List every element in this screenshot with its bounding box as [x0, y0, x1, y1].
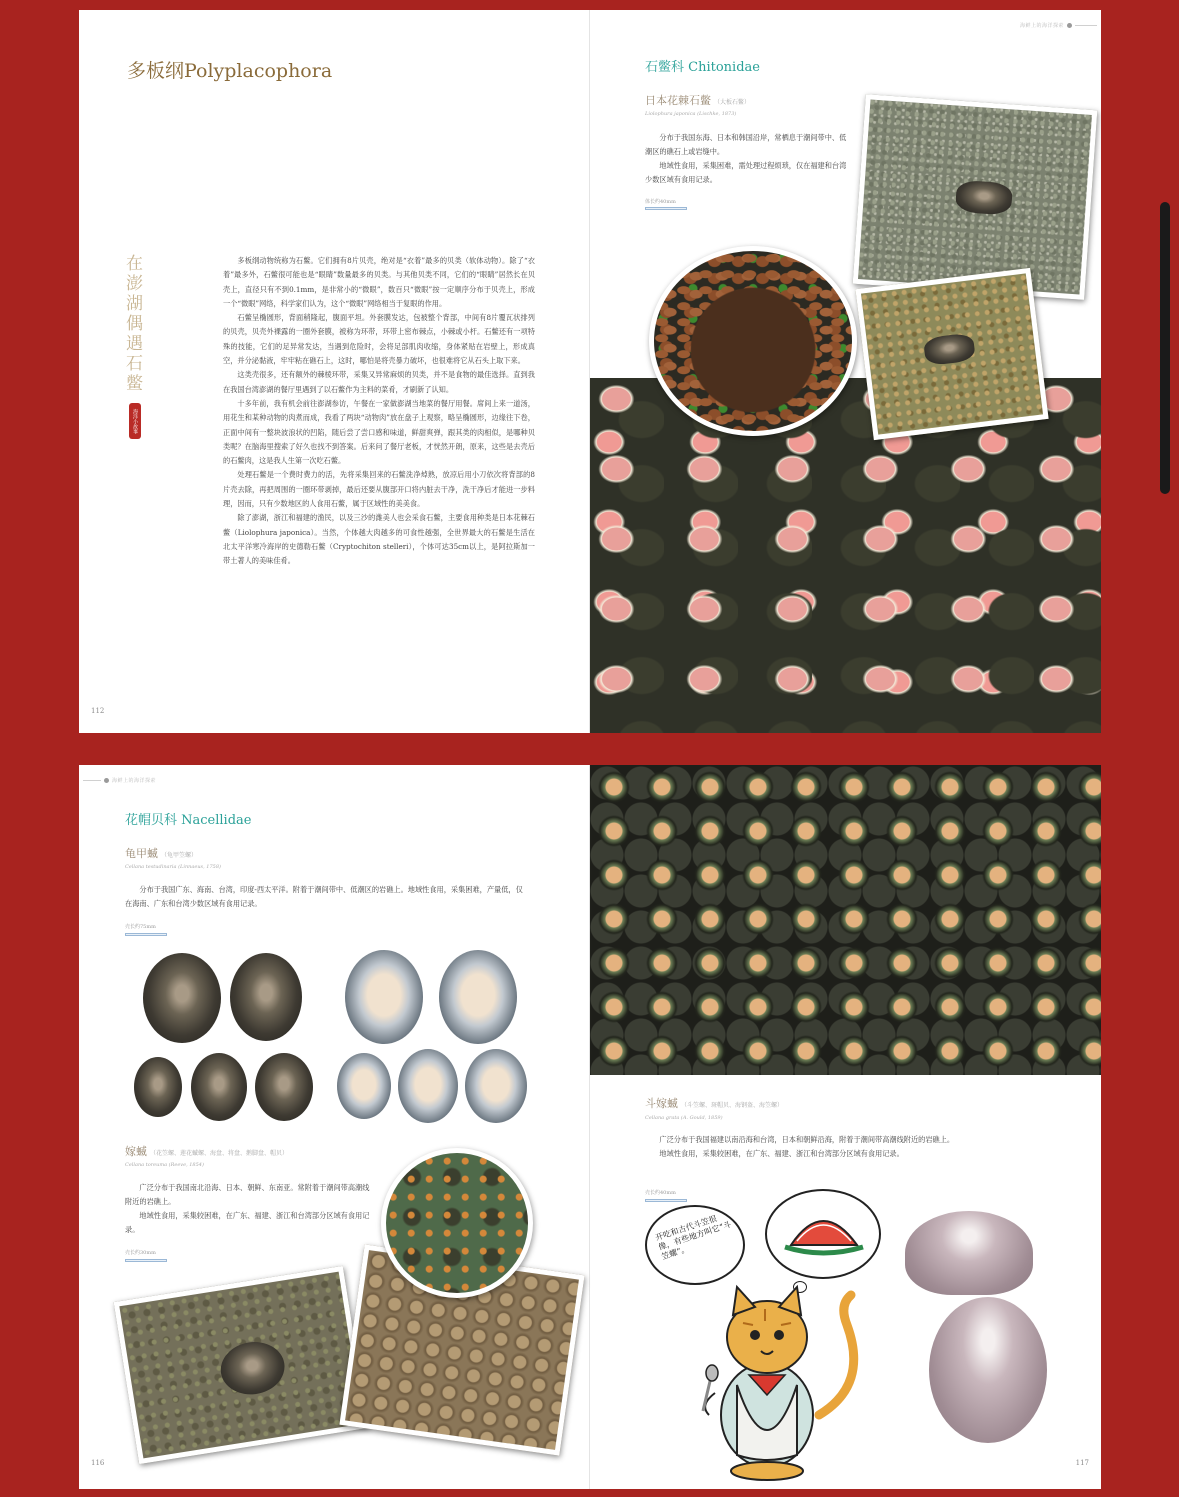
essay-paragraph: 这类壳很多，还有额外的棘棱环带，采集又异常麻烦的贝类，并不是食物的最佳选择。直到我在我国台湾澎湖的餐厅里遇到了以石鳖作为主料的菜肴，才刷新了认知。 — [223, 370, 535, 394]
family-title-nacellidae: 花帽贝科 Nacellidae — [125, 813, 252, 828]
size-scale-bar — [645, 207, 687, 210]
vertical-title: 在澎湖偶遇石鳖 — [122, 254, 142, 394]
chiton-shell — [955, 180, 1013, 216]
page-number-left: 112 — [91, 707, 105, 715]
family-title-chitonidae: 石鳖科 Chitonidae — [645, 60, 760, 75]
species-description-line: 地域性食用，采集较困难，在广东、福建、浙江和台湾部分区域有食用记录。 — [659, 1149, 904, 1158]
running-head — [83, 777, 156, 784]
page-number-right: 117 — [1075, 1459, 1089, 1467]
size-scale-bar — [645, 1199, 687, 1202]
species-description — [125, 883, 525, 911]
running-head-rule — [1075, 25, 1097, 26]
species-description-line: 地域性食用，采集困难，需处理过程烦琐，仅在福建和台湾少数区域有食用记录。 — [645, 161, 847, 184]
running-head-dot — [1067, 23, 1072, 28]
species-name: 嫁蝛 — [125, 1145, 147, 1158]
limpet-shell-dorsal — [255, 1053, 313, 1121]
species-description-line: 分布于我国广东、海南、台湾，印度-西太平洋。附着于潮间带中、低潮区的岩礁上。地域性食用，采集困难，产量低，仅在海南、广东和台湾少数区域有食用记录。 — [125, 885, 523, 908]
species-scientific-name: Liolophura japonica (Lischke, 1873) — [645, 111, 737, 117]
essay-body — [223, 254, 535, 569]
essay-paragraph: 处理石鳖是一个费时费力的活，先将采集回来的石鳖洗净焯熟，放凉后用小刀依次将背部的8片壳去除，再把周围的一圈环带剥掉，最后还要从腹部开口将内脏去干净，洗干净后才能进一步料理，因而，只有少数地区的人食用石鳖，属于区域性的美美食。 — [223, 470, 535, 509]
running-head-text: 海鲜上的海洋探索 — [1019, 23, 1064, 29]
species-name: 龟甲蝛 — [125, 847, 158, 860]
chiton-shell — [923, 332, 976, 366]
size-note: 壳长约40mm — [645, 1190, 676, 1196]
limpet-shell-top — [929, 1297, 1047, 1443]
species-title — [645, 92, 750, 108]
species-description-line: 地域性食用，采集较困难，在广东、福建、浙江和台湾部分区域有食用记录。 — [125, 1211, 370, 1234]
species-name: 斗嫁蝛 — [645, 1097, 678, 1110]
species-title — [645, 1095, 783, 1111]
running-head — [1020, 22, 1097, 29]
species-description-line: 广泛分布于我国南北沿海、日本、朝鲜、东南亚。常附着于潮间带高潮线附近的岩礁上。 — [125, 1183, 370, 1206]
scroll-thumb[interactable] — [1160, 202, 1170, 494]
bottom-spread — [79, 765, 1101, 1489]
essay-paragraph: 石鳖呈椭圆形，背面稍隆起，腹面平坦。外套膜发达，包被整个背部，中间有8片覆瓦状排列的贝壳，贝壳外裸露的一圈外套膜，被称为环带，环带上密布棘点，小棘或小杆。石鳖还有一项特殊的技能，它们的足异常发达，当遇到危险时，会将足部肌肉收缩，身体紧贴在岩壁上，形成真空，并分泌黏液，牢牢粘在礁石上，这时，哪怕是将壳暴力破坏，也很难将它从石头上取下来。 — [223, 313, 535, 366]
species-description-line: 分布于我国东海、日本和韩国沿岸，常栖息于潮间带中、低潮区的礁石上或岩缝中。 — [645, 133, 847, 156]
page-number-left: 116 — [91, 1459, 105, 1467]
limpet-shell-dorsal — [230, 953, 302, 1041]
size-scale-bar — [125, 1259, 167, 1262]
essay-paragraph: 除了澎湖，浙江和福建的渔民，以及三沙的潍美人也会采食石鳖，主要食用种类是日本花棘石鳖（Liolophura japonica）。当然，个体越大肉越多的可食性越强，全世界最大的石鳖是生活在北太平洋寒冷海岸的史德勒石鳖（Cryptochiton stelleri），个体可达35cm以上，是阿拉斯加一带土著人的美味佳肴。 — [223, 513, 535, 566]
photo-chiton-soup — [649, 246, 857, 436]
cat-chef-illustration — [679, 1265, 869, 1485]
photo-limpet-on-rock — [114, 1266, 369, 1464]
limpet-shell-ventral — [345, 950, 423, 1044]
limpet-shell-ventral — [465, 1049, 527, 1123]
species-alias: （龟甲笠螺） — [161, 852, 198, 859]
species-alias: （花笠螺、莲花蝛螺、海盘、将盘、鹅脚盘、帽贝） — [150, 1150, 289, 1157]
species-description-line: 广泛分布于我国福建以南沿海和台湾，日本和朝鲜沿海，附着于潮间带高潮线附近的岩礁上。 — [659, 1135, 955, 1144]
photo-tide-pool — [381, 1148, 533, 1298]
photo-limpet-pile — [590, 765, 1101, 1075]
species-title — [125, 845, 197, 861]
vertical-stamp: 海洋小故事 — [129, 403, 141, 439]
running-head-text: 海鲜上的海洋探索 — [112, 778, 157, 784]
species-name: 日本花棘石鳖 — [645, 94, 711, 107]
species-alias: （大板石鳖） — [714, 99, 751, 106]
top-spread — [79, 10, 1101, 733]
photo-cooked-chitons — [590, 378, 1101, 733]
limpet-shell-dorsal — [191, 1053, 247, 1121]
size-scale-bar — [125, 933, 167, 936]
essay-paragraph: 多板纲动物统称为石鳖。它们拥有8片贝壳，绝对是“衣着”最多的贝类（软体动物）。除了“衣着”最多外，石鳖很可能也是“眼睛”数量最多的贝类。与其他贝类不同，它们的“眼睛”居然长在贝壳上，直径只有不到0.1mm，是非常小的“微眼”，数百只“微眼”按一定顺序分布于贝壳上，形成一个“微眼”网络，科学家们认为，这个“微眼”网络相当于复眼的作用。 — [223, 256, 535, 308]
species-scientific-name: Cellana toreuma (Reeve, 1854) — [125, 1162, 204, 1168]
class-title: 多板纲Polyplacophora — [127, 60, 333, 82]
limpet-shell-ventral — [337, 1053, 391, 1119]
species-scientific-name: Cellana testudinaria (Linnaeus, 1758) — [125, 864, 221, 870]
photo-chiton-on-gravel — [853, 94, 1098, 300]
species-description — [645, 1133, 1065, 1161]
species-scientific-name: Cellana grata (A. Gould, 1859) — [645, 1115, 723, 1121]
species-description — [125, 1181, 373, 1237]
photo-chiton-on-rock — [855, 268, 1048, 440]
size-note: 体长约40mm — [645, 199, 676, 205]
species-description — [645, 131, 853, 187]
running-head-rule — [83, 780, 101, 781]
limpet-shell-ventral — [439, 950, 517, 1044]
species-alias: （斗笠螺、斑帽贝、海钢盔、海笠螺） — [681, 1102, 784, 1109]
size-note: 壳长约30mm — [125, 1250, 156, 1256]
size-note: 壳长约75mm — [125, 924, 156, 930]
essay-paragraph: 十多年前，我有机会前往澎湖参访，午餐在一家做澎湖当地菜的餐厅用餐。席间上来一道汤，用花生和某种动物的肉煮而成，我看了两块“动物肉”放在盘子上观察，略呈椭圆形，边缘往下卷，正面中间有一整块波浪状的凹陷，随后尝了尝口感和味道，鲜甜爽弹，跟其类的肉相似，是哪种贝类呢？在脑海里搜索了好久也找不到答案。后来问了餐厅老板，才恍然开朗，原来，这些是去壳后的石鳖肉，这是我人生第一次吃石鳖。 — [223, 398, 535, 466]
running-head-dot — [104, 778, 109, 783]
limpet-shell-side — [905, 1211, 1033, 1295]
limpet-shell-ventral — [398, 1049, 458, 1123]
limpet-shell-dorsal — [143, 953, 221, 1043]
species-title — [125, 1143, 288, 1159]
limpet-shell-dorsal — [134, 1057, 182, 1117]
limpet-shell — [217, 1338, 288, 1399]
speech-bubble-text: 开吃和古代斗笠很像，有些地方叫它“斗笠螺”。 — [654, 1214, 733, 1262]
